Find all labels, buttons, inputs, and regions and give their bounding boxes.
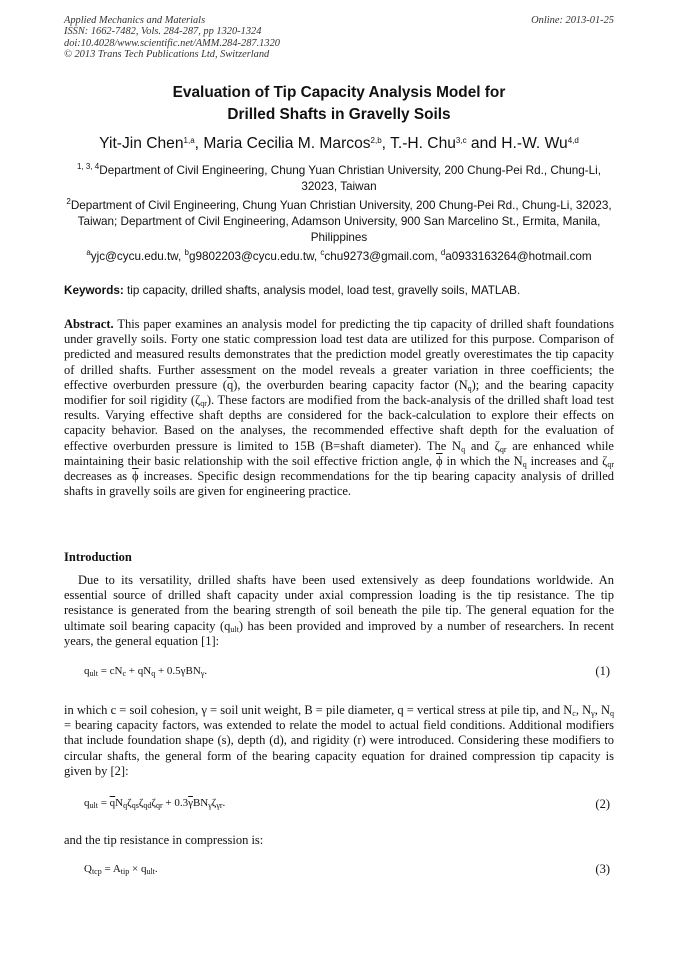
paragraph-text: , N — [575, 703, 592, 717]
affiliation-text: Department of Civil Engineering, Chung Yuan Christian University, 200 Chung-Pei Rd., Chung-Li, 32023, Taiwan — [99, 164, 601, 193]
paragraph-sub: ult — [230, 624, 239, 634]
affiliation-sup: 1, 3, 4 — [77, 162, 100, 171]
abstract-text: This paper examines an analysis model for predicting the tip capacity of drilled shaft foundations under gravelly soils. Forty one static compression load test data are utilized for this purpose. Comparison of predicted and measured results demonstrates that the prediction model greatly overestimates the tip capacity of drilled shafts. Further assessment on the model reveals a greater variation in three coefficients; the effective overburden pressure ( — [64, 317, 614, 392]
email-sup: c — [320, 248, 325, 257]
abstract-text: ). These factors are modified from the back-analysis of the drilled shaft load test results. Varying effective shaft depths are considered for the back-calculation to explore their effects on capacity behavior. Based on the analyses, the recommended effective shaft depth for the evaluation of effective overburden pressure is limited to 15B (B=shaft diameter). The N — [64, 393, 614, 453]
email-address[interactable]: chu9273@gmail.com — [324, 250, 435, 263]
equation-1: $q_{ult} = cN_c + qN_q + 0.5\gamma BN_\gamma$. — [84, 665, 208, 678]
author-name: H.-W. Wu — [501, 135, 568, 152]
author-name: Yit-Jin Chen — [99, 135, 184, 152]
paragraph-text: in which c = soil cohesion, γ = soil unit weight, B = pile diameter, q = vertical stress at pile tip, and N — [64, 703, 573, 717]
abstract-sub: qr — [200, 399, 207, 409]
equation-number: (1) — [595, 664, 610, 678]
author-sep: , — [194, 135, 204, 152]
email-address[interactable]: yjc@cycu.edu.tw — [90, 250, 178, 263]
abstract-text: in which the N — [442, 453, 523, 468]
author-name: T.-H. Chu — [390, 135, 456, 152]
email-sup: a — [86, 248, 91, 257]
abstract-sub: qr — [607, 459, 615, 469]
abstract-text: decreases as — [64, 469, 133, 484]
affiliation-2 — [64, 198, 614, 246]
author-sep: and — [466, 135, 502, 152]
author-sup: 4,d — [567, 136, 579, 145]
keywords-label: Keywords: — [64, 284, 124, 297]
abstract-sub: q — [467, 383, 472, 393]
online-date: Online: 2013-01-25 — [531, 15, 614, 26]
paragraph-text: , N — [594, 703, 611, 717]
paragraph-sub: γ — [591, 709, 595, 718]
copyright-line: © 2013 Trans Tech Publications Ltd, Switzerland — [64, 48, 270, 60]
abstract-label: Abstract. — [64, 317, 114, 331]
journal-name: Applied Mechanics and Materials — [64, 15, 206, 26]
section-heading-introduction: Introduction — [64, 550, 132, 564]
title-line-2: Drilled Shafts in Gravelly Soils — [227, 106, 451, 123]
author-sup: 1,a — [183, 136, 195, 145]
intro-paragraph-3: and the tip resistance in compression is: — [64, 833, 264, 847]
doi-line: doi:10.4028/www.scientific.net/AMM.284-287.1320 — [64, 37, 280, 49]
author-sup: 3,c — [455, 136, 467, 145]
abstract — [64, 317, 614, 499]
paragraph-text: ) has been provided and improved by a number of researchers. In recent years, the general equation [1]: — [64, 618, 614, 648]
email-sup: d — [440, 248, 446, 257]
paper-title — [0, 82, 678, 126]
affiliation-text: Department of Civil Engineering, Chung Yuan Christian University, 200 Chung-Pei Rd., Chung-Li, 32023, Taiwan; Department of Civil Engineering, Adamson University, 900 San Marcelino St., Ermita, Manila, Philippines — [70, 199, 612, 244]
author-name: Maria Cecilia M. Marcos — [203, 135, 371, 152]
email-address[interactable]: a0933163264@hotmail.com — [445, 250, 592, 263]
paragraph-sub: q — [610, 709, 615, 718]
abstract-text: are enhanced while maintaining their basic relationship with the soil effective friction angle, — [64, 438, 614, 468]
journal-header — [64, 15, 614, 60]
email-sup: b — [184, 248, 189, 257]
email-list: $^a$yjc@cycu.edu.tw, $^b$g9802203@cycu.edu.tw, $^c$chu9273@gmail.com, $^d$a0933163264@hotmail.com — [86, 248, 592, 263]
paragraph-text: Due to its versatility, drilled shafts have been used extensively as deep foundations worldwide. An essential source of drilled shaft capacity under axial compression loading is the tip resistance. The tip resistance is generated from the bearing strength of soil beneath the pile tip. The general equation for the ultimate soil bearing capacity (q — [64, 573, 614, 633]
equation-3: $Q_{tcp} = A_{tip} \times q_{ult}$. — [84, 863, 158, 876]
affiliation-sup: 2 — [66, 197, 71, 206]
intro-paragraph-2 — [64, 703, 614, 779]
equation-number: (2) — [595, 797, 610, 811]
abstract-text: ), the overburden bearing capacity factor (N — [233, 377, 468, 392]
abstract-text: ); and the bearing capacity modifier for soil rigidity (ζ — [64, 377, 614, 408]
abstract-text: and ζ — [465, 438, 500, 453]
email-address[interactable]: g9802203@cycu.edu.tw — [188, 250, 314, 263]
intro-paragraph-1 — [64, 573, 614, 649]
abstract-text: increases. Specific design recommendations for the tip bearing capacity analysis of drilled shafts in gravelly soils are given for engineering practice. — [64, 469, 614, 499]
abstract-symbol: $\overline{\phi}$ — [436, 453, 443, 468]
abstract-sub: qr — [499, 444, 507, 454]
abstract-text: increases and ζ — [526, 453, 608, 468]
issn-line: ISSN: 1662-7482, Vols. 284-287, pp 1320-1324 — [64, 26, 262, 38]
author-list — [0, 134, 678, 154]
paragraph-sub: c — [572, 709, 576, 718]
title-line-1: Evaluation of Tip Capacity Analysis Model for — [172, 84, 506, 101]
paragraph-text: = bearing capacity factors, was extended to relate the model to actual field conditions. Additional modifiers that include foundation shape (s), depth (d), and rigidity (r) were introduced. Considering these modifiers to circular shafts, the general form of the bearing capacity equation for drained compression tip capacity is given by [2]: — [64, 718, 614, 778]
abstract-sub: q — [522, 459, 527, 469]
keywords-text: tip capacity, drilled shafts, analysis model, load test, gravelly soils, MATLAB. — [127, 284, 521, 297]
author-sup: 2,b — [370, 136, 382, 145]
equation-number: (3) — [595, 862, 610, 876]
keywords — [64, 283, 614, 299]
author-sep: , — [381, 135, 391, 152]
abstract-symbol: $\overline{\phi}$ — [132, 469, 139, 484]
equation-2: $q_{ult} = \overline{q}N_q\zeta_{qs}\zeta_{qd}\zeta_{qr} + 0.3\overline{\gamma}BN_\gamma\zeta_{\gamma r}$. — [84, 797, 226, 810]
affiliation-1 — [64, 163, 614, 195]
abstract-symbol: $\overline{q}$ — [226, 377, 234, 392]
abstract-sub: q — [461, 444, 466, 454]
